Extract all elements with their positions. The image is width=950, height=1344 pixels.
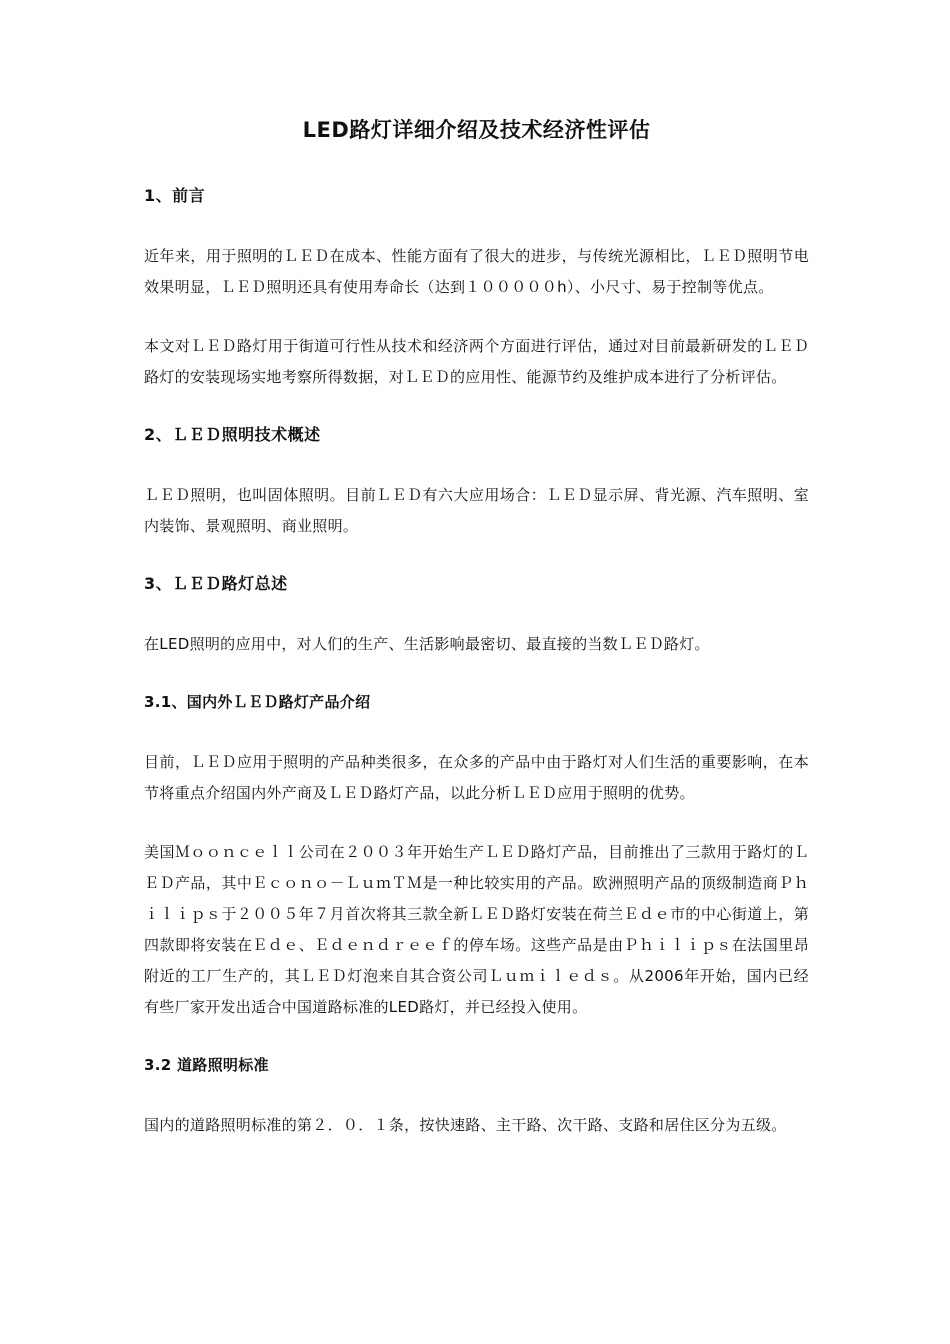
document-body xyxy=(144,112,809,1169)
paragraph-led-streetlight: 在LED照明的应用中，对人们的生产、生活影响最密切、最直接的当数ＬＥＤ路灯。 xyxy=(144,635,710,653)
section-heading-led-overview: 2、ＬＥＤ照明技术概述 xyxy=(144,425,321,444)
section-heading-preface: 1、前言 xyxy=(144,186,206,205)
paragraph-products-2: 美国Ｍｏｏｎｃｅｌｌ公司在２００３年开始生产ＬＥＤ路灯产品，目前推出了三款用于路灯的ＬＥＤ产品，其中Ｅｃｏｎｏ－ＬｕｍＴＭ是一种比较实用的产品。欧洲照明产品的顶级制造商Ｐｈｉｌｉｐｓ于２００５年７月首次将其三款全新ＬＥＤ路灯安装在荷兰Ｅｄｅ市的中心街道上，第四款即将安装在Ｅｄｅ、Ｅｄｅｎｄｒｅｅｆ的停车场。这些产品是由Ｐｈｉｌｉｐｓ在法国里昂附近的工厂生产的，其ＬＥＤ灯泡来自其合资公司Ｌｕｍｉｌｅｄｓ。从2006年开始，国内已经有些厂家开发出适合中国道路标准的LED路灯，并已经投入使用。 xyxy=(144,843,809,1016)
paragraph-road-standard: 国内的道路照明标准的第２．０．１条，按快速路、主干路、次干路、支路和居住区分为五级。 xyxy=(144,1116,787,1134)
paragraph-preface-1: 近年来，用于照明的ＬＥＤ在成本、性能方面有了很大的进步，与传统光源相比，ＬＥＤ照明节电效果明显，ＬＥＤ照明还具有使用寿命长（达到１０００００h）、小尺寸、易于控制等优点。 xyxy=(144,247,809,296)
document-title: LED路灯详细介绍及技术经济性评估 xyxy=(302,118,651,142)
paragraph-led-overview: ＬＥＤ照明，也叫固体照明。目前ＬＥＤ有六大应用场合：ＬＥＤ显示屏、背光源、汽车照明、室内装饰、景观照明、商业照明。 xyxy=(144,486,809,535)
subsection-heading-road-standard: 3.2 道路照明标准 xyxy=(144,1056,269,1074)
section-heading-led-streetlight: 3、ＬＥＤ路灯总述 xyxy=(144,574,288,593)
paragraph-preface-2: 本文对ＬＥＤ路灯用于街道可行性从技术和经济两个方面进行评估，通过对目前最新研发的ＬＥＤ路灯的安装现场实地考察所得数据，对ＬＥＤ的应用性、能源节约及维护成本进行了分析评估。 xyxy=(144,337,809,386)
subsection-heading-products: 3.1、国内外ＬＥＤ路灯产品介绍 xyxy=(144,693,371,711)
paragraph-products-1: 目前，ＬＥＤ应用于照明的产品种类很多，在众多的产品中由于路灯对人们生活的重要影响，在本节将重点介绍国内外产商及ＬＥＤ路灯产品，以此分析ＬＥＤ应用于照明的优势。 xyxy=(144,753,809,802)
